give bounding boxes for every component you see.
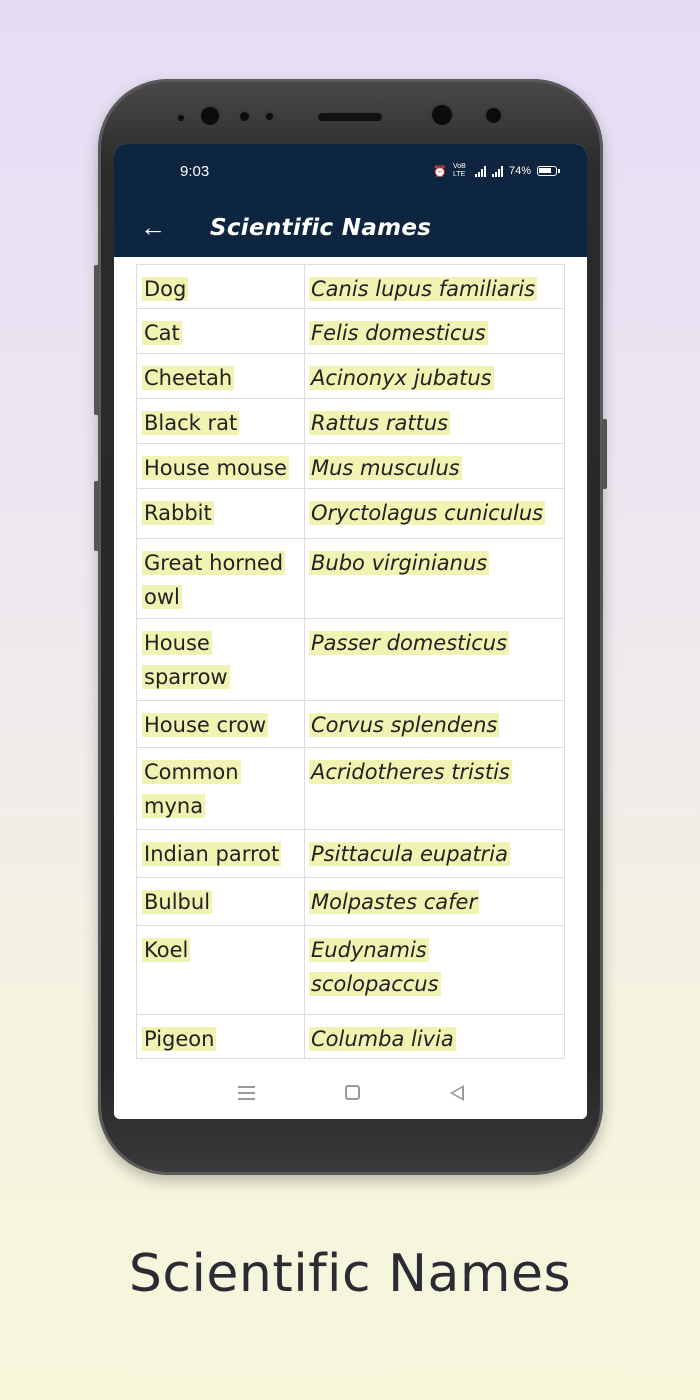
signal-icon	[475, 166, 486, 177]
scientific-name: Rattus rattus	[311, 411, 449, 435]
table-row	[137, 539, 565, 619]
common-name: House mouse	[144, 456, 287, 480]
common-name-cell	[137, 1015, 305, 1059]
common-name: Common myna	[144, 760, 239, 818]
common-name: Great horned owl	[144, 551, 284, 609]
triangle-back-icon[interactable]	[450, 1085, 464, 1101]
common-name-cell	[137, 748, 305, 830]
volume-button	[94, 265, 99, 415]
common-name: Pigeon	[144, 1027, 215, 1051]
scientific-name-cell	[305, 748, 565, 830]
scientific-name: Corvus splendens	[311, 713, 498, 737]
table-row	[137, 926, 565, 1015]
scientific-name-cell	[305, 1015, 565, 1059]
square-home-icon[interactable]	[345, 1085, 360, 1100]
menu-lines-icon[interactable]	[238, 1086, 255, 1100]
alarm-icon: ⏰	[433, 165, 447, 178]
common-name-cell	[137, 619, 305, 701]
table-row	[137, 1015, 565, 1059]
scientific-name-cell	[305, 265, 565, 309]
scientific-name-cell	[305, 926, 565, 1015]
scientific-name: Columba livia	[311, 1027, 454, 1051]
power-button-left	[94, 481, 99, 551]
common-name-cell	[137, 701, 305, 748]
table-row	[137, 748, 565, 830]
status-bar	[114, 144, 587, 198]
common-name: House crow	[144, 713, 267, 737]
scientific-name-cell	[305, 701, 565, 748]
common-name: Cheetah	[144, 366, 233, 390]
common-name-cell	[137, 830, 305, 878]
scientific-name-cell	[305, 619, 565, 701]
scientific-name: Mus musculus	[311, 456, 460, 480]
phone-frame	[98, 79, 603, 1175]
common-name-cell	[137, 444, 305, 489]
scientific-name: Passer domesticus	[311, 631, 508, 655]
scientific-names-table	[136, 264, 565, 1059]
sensor-dot	[486, 108, 501, 123]
table-row	[137, 309, 565, 354]
power-button-right	[602, 419, 607, 489]
table-row	[137, 619, 565, 701]
scientific-name: Molpastes cafer	[311, 890, 478, 914]
network-label: VoB LTE	[452, 163, 466, 178]
status-icons	[433, 163, 557, 179]
table-row	[137, 354, 565, 399]
sensor-dot	[178, 115, 184, 121]
common-name-cell	[137, 265, 305, 309]
table-row	[137, 878, 565, 926]
scientific-name-cell	[305, 309, 565, 354]
table-row	[137, 399, 565, 444]
sensor-dot	[266, 113, 273, 120]
app-bar	[114, 198, 587, 257]
system-nav-bar	[114, 1066, 587, 1119]
page-title: Scientific Names	[210, 214, 432, 241]
scientific-name-cell	[305, 444, 565, 489]
promo-caption: Scientific Names	[128, 1244, 572, 1304]
common-name: Bulbul	[144, 890, 211, 914]
scientific-name: Acinonyx jubatus	[311, 366, 492, 390]
battery-icon	[537, 166, 557, 176]
scientific-name-cell	[305, 489, 565, 539]
battery-percent: 74%	[508, 165, 531, 177]
front-camera	[201, 107, 219, 125]
scientific-name: Oryctolagus cuniculus	[311, 501, 544, 525]
phone-screen	[114, 144, 587, 1119]
status-time: 9:03	[180, 162, 210, 180]
common-name: Cat	[144, 321, 180, 345]
common-name-cell	[137, 399, 305, 444]
scientific-name-cell	[305, 354, 565, 399]
scientific-name-cell	[305, 830, 565, 878]
scientific-name: Bubo virginianus	[311, 551, 488, 575]
arrow-left-icon[interactable]: ←	[140, 212, 166, 242]
common-name-cell	[137, 489, 305, 539]
common-name-cell	[137, 309, 305, 354]
common-name: House sparrow	[144, 631, 228, 689]
common-name: Dog	[144, 277, 187, 301]
table-row	[137, 489, 565, 539]
common-name: Rabbit	[144, 501, 212, 525]
common-name-cell	[137, 354, 305, 399]
earpiece-speaker	[318, 113, 382, 121]
table-row	[137, 830, 565, 878]
common-name-cell	[137, 926, 305, 1015]
scientific-name-cell	[305, 878, 565, 926]
table-row	[137, 444, 565, 489]
common-name-cell	[137, 539, 305, 619]
common-name-cell	[137, 878, 305, 926]
common-name: Indian parrot	[144, 842, 280, 866]
table-row	[137, 265, 565, 309]
scientific-name: Acridotheres tristis	[311, 760, 510, 784]
sensor-dot	[240, 112, 249, 121]
table-row	[137, 701, 565, 748]
front-camera-secondary	[432, 105, 452, 125]
common-name: Koel	[144, 938, 189, 962]
scientific-name: Eudynamis scolopaccus	[311, 938, 439, 996]
scientific-name-cell	[305, 539, 565, 619]
scientific-name-cell	[305, 399, 565, 444]
scientific-name: Canis lupus familiaris	[311, 277, 536, 301]
common-name: Black rat	[144, 411, 238, 435]
names-content[interactable]	[114, 257, 587, 1066]
scientific-name: Psittacula eupatria	[311, 842, 509, 866]
signal-icon	[492, 166, 503, 177]
scientific-name: Felis domesticus	[311, 321, 486, 345]
